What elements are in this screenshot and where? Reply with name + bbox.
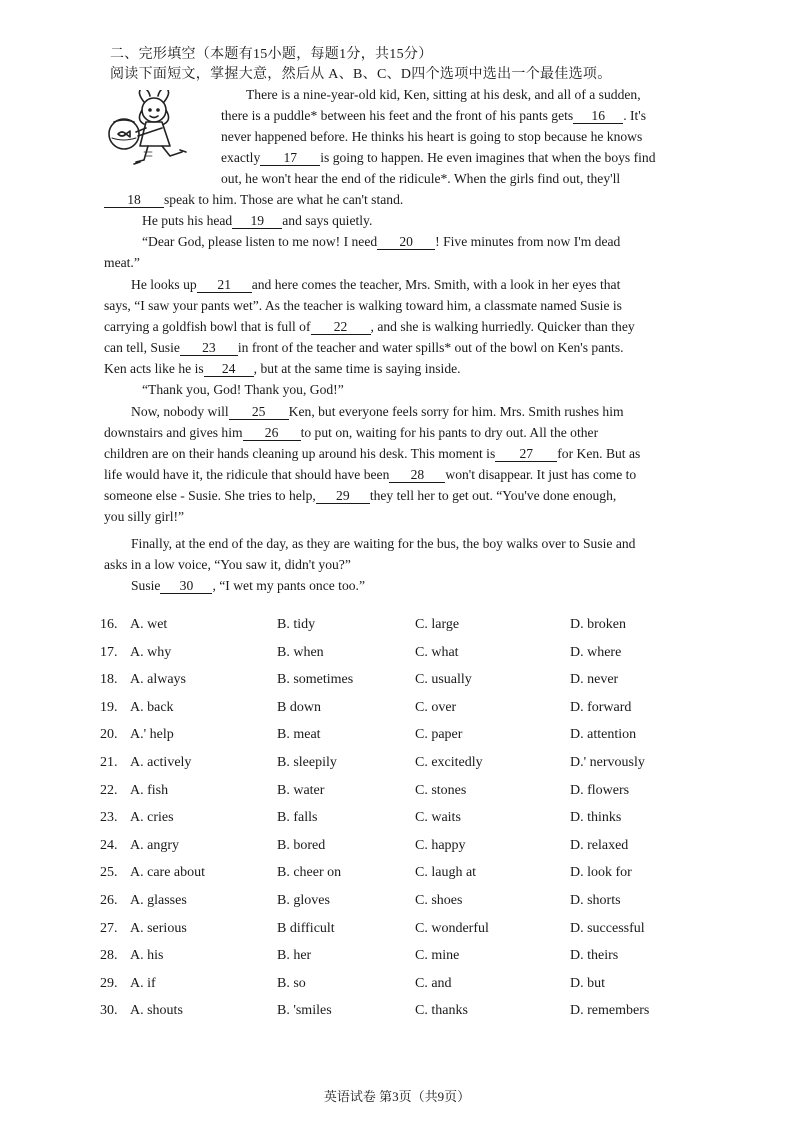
option-d: D. successful <box>570 920 645 936</box>
blank-18: 18 <box>104 192 164 208</box>
question-number: 23. <box>100 810 118 826</box>
option-b: B. gloves <box>277 893 330 908</box>
option-b: B. when <box>277 644 324 660</box>
passage-text: says, “I saw your pants wet”. As the teacher is walking toward him, a classmate named Susie is <box>104 298 622 313</box>
question-number: 22. <box>100 782 118 798</box>
option-a: A. fish <box>130 782 169 798</box>
passage-text: asks in a low voice, “You saw it, didn't you?” <box>104 557 351 572</box>
blank-27: 27 <box>495 446 557 462</box>
option-c: C. excitedly <box>415 755 483 770</box>
passage-line <box>104 191 403 209</box>
option-a: A. back <box>130 699 174 715</box>
option-c: C. laugh at <box>415 865 477 881</box>
option-b: B. her <box>277 948 312 964</box>
question-number: 28. <box>100 948 118 964</box>
passage-line <box>142 233 620 251</box>
option-c: C. shoes <box>415 893 463 908</box>
option-a: A. why <box>130 644 172 660</box>
passage-text: downstairs and gives him <box>104 425 243 440</box>
question-number: 29. <box>100 975 118 991</box>
question-number: 24. <box>100 837 118 853</box>
option-a: A. cries <box>130 810 174 826</box>
option-row-18 <box>0 672 794 692</box>
passage-text: to put on, waiting for his pants to dry out. All the other <box>300 425 599 440</box>
passage-line <box>104 445 640 463</box>
option-d: D. look for <box>570 865 632 881</box>
option-row-30 <box>0 1003 794 1023</box>
option-row-17 <box>0 645 794 665</box>
option-a: A.' help <box>130 727 174 743</box>
option-c: C. waits <box>415 810 461 826</box>
passage-text: There is a nine-year-old kid, Ken, sitting at his desk, and all of a sudden, <box>246 87 641 102</box>
option-c: C. large <box>415 617 460 632</box>
passage-text: life would have it, the ridicule that should have been <box>104 467 390 482</box>
passage-text: ! Five minutes from now I'm dead <box>435 234 621 249</box>
passage-line <box>131 403 624 421</box>
option-a: A. always <box>130 672 186 688</box>
passage-text: children are on their hands cleaning up around his desk. This moment is <box>104 446 496 461</box>
passage-text: won't disappear. It just has come to <box>445 467 637 482</box>
option-row-29 <box>0 976 794 996</box>
passage-text: , but at the same time is saying inside. <box>253 361 461 376</box>
question-number: 19. <box>100 699 118 715</box>
passage-text: for Ken. But as <box>557 446 641 461</box>
option-b: B down <box>277 699 321 715</box>
question-number: 17. <box>100 644 118 660</box>
passage-text: , “I wet my pants once too.” <box>212 578 365 593</box>
passage-text: Now, nobody will <box>131 404 229 419</box>
option-b: B. sleepily <box>277 755 337 770</box>
option-c: C. and <box>415 975 452 991</box>
passage-text: can tell, Susie <box>104 340 180 355</box>
option-b: B. sometimes <box>277 672 354 688</box>
passage-text: and says quietly. <box>282 213 373 228</box>
question-number: 26. <box>100 893 118 908</box>
option-row-25 <box>0 865 794 885</box>
passage-text: . It's <box>623 108 647 123</box>
option-d: D. thinks <box>570 810 622 826</box>
section-instruction: 阅读下面短文，掌握大意，然后从 A、B、C、D四个选项中选出一个最佳选项。 <box>110 67 612 82</box>
option-c: C. what <box>415 644 459 660</box>
option-b: B. cheer on <box>277 865 342 881</box>
blank-29: 29 <box>316 488 370 504</box>
passage-text: someone else - Susie. She tries to help, <box>104 488 316 503</box>
passage-text: , and she is walking hurriedly. Quicker than they <box>370 319 635 334</box>
passage-text: speak to him. Those are what he can't stand. <box>164 192 404 207</box>
option-c: C. stones <box>415 782 467 798</box>
option-row-20 <box>0 727 794 747</box>
option-a: A. glasses <box>130 893 187 908</box>
passage-line <box>142 212 372 230</box>
option-row-26 <box>0 893 794 913</box>
option-row-27 <box>0 921 794 941</box>
passage-text: Ken, but everyone feels sorry for him. Mrs. Smith rushes him <box>288 404 624 419</box>
option-c: C. usually <box>415 672 472 688</box>
option-a: A. shouts <box>130 1003 183 1019</box>
option-a: A. actively <box>130 755 192 770</box>
passage-text: and here comes the teacher, Mrs. Smith, with a look in her eyes that <box>251 277 621 292</box>
passage-text: Finally, at the end of the day, as they are waiting for the bus, the boy walks over to Susie and <box>131 536 636 551</box>
option-c: C. wonderful <box>415 920 489 936</box>
blank-28: 28 <box>389 467 445 483</box>
option-b: B. water <box>277 782 325 798</box>
passage-text: He puts his head <box>142 213 233 228</box>
passage-line <box>104 466 636 484</box>
passage-line <box>104 339 624 357</box>
question-number: 16. <box>100 617 118 632</box>
passage-text: exactly <box>221 150 261 165</box>
option-d: D. where <box>570 644 622 660</box>
blank-23: 23 <box>180 340 238 356</box>
option-row-28 <box>0 948 794 968</box>
option-a: A. if <box>130 975 156 991</box>
passage-line <box>221 128 642 146</box>
question-number: 25. <box>100 865 118 881</box>
option-a: A. care about <box>130 865 206 881</box>
option-c: C. thanks <box>415 1003 468 1019</box>
passage-text: out, he won't hear the end of the ridicule*. When the girls find out, they'll <box>221 171 621 186</box>
passage-line <box>104 487 616 505</box>
option-c: C. paper <box>415 727 463 743</box>
passage-line <box>221 107 646 125</box>
passage-text: they tell her to get out. “You've done enough, <box>369 488 617 503</box>
option-d: D. forward <box>570 699 632 715</box>
question-number: 20. <box>100 727 118 743</box>
option-b: B. so <box>277 975 306 991</box>
option-row-23 <box>0 810 794 830</box>
blank-16: 16 <box>573 108 623 124</box>
option-b: B. meat <box>277 727 321 743</box>
blank-22: 22 <box>311 319 371 335</box>
option-d: D. flowers <box>570 782 630 798</box>
passage-line <box>131 577 365 595</box>
option-a: A. his <box>130 948 164 964</box>
passage-text: carrying a goldfish bowl that is full of <box>104 319 311 334</box>
passage-text: He looks up <box>131 277 197 292</box>
question-number: 21. <box>100 755 118 770</box>
option-c: C. mine <box>415 948 460 964</box>
option-d: D. broken <box>570 617 626 632</box>
option-a: A. angry <box>130 837 179 853</box>
option-d: D. shorts <box>570 893 621 908</box>
passage-line <box>131 535 635 553</box>
option-b: B. 'smiles <box>277 1003 332 1019</box>
passage-line <box>104 318 635 336</box>
option-d: D.' nervously <box>570 755 645 770</box>
option-c: C. happy <box>415 837 466 853</box>
option-d: D. never <box>570 672 619 688</box>
option-d: D. theirs <box>570 948 619 964</box>
question-number: 18. <box>100 672 118 688</box>
passage-line <box>104 297 622 315</box>
option-row-22 <box>0 783 794 803</box>
option-a: A. wet <box>130 617 168 632</box>
option-b: B. tidy <box>277 617 316 632</box>
passage-text: in front of the teacher and water spills* out of the bowl on Ken's pants. <box>237 340 624 355</box>
blank-24: 24 <box>204 361 254 377</box>
option-row-16 <box>0 617 794 637</box>
option-a: A. serious <box>130 920 187 936</box>
blank-30: 30 <box>160 578 212 594</box>
option-d: D. relaxed <box>570 837 629 853</box>
option-d: D. but <box>570 975 605 991</box>
passage-line <box>221 170 620 188</box>
passage-text: Susie <box>131 578 161 593</box>
passage-line <box>131 276 620 294</box>
question-number: 27. <box>100 920 118 936</box>
option-row-21 <box>0 755 794 775</box>
option-b: B. bored <box>277 837 326 853</box>
option-c: C. over <box>415 699 457 715</box>
girl-with-goldfish-bowl-illustration <box>104 90 200 170</box>
option-b: B. falls <box>277 810 318 826</box>
passage-text: you silly girl!” <box>104 509 185 524</box>
question-number: 30. <box>100 1003 118 1019</box>
passage-text: “Thank you, God! Thank you, God!” <box>142 382 344 397</box>
passage-line <box>246 86 641 104</box>
section-title: 二、完形填空（本题有15小题，每题1分，共15分） <box>110 47 433 62</box>
blank-21: 21 <box>197 277 252 293</box>
option-row-19 <box>0 700 794 720</box>
blank-19: 19 <box>232 213 282 229</box>
blank-20: 20 <box>377 234 435 250</box>
passage-text: meat.” <box>104 255 140 270</box>
passage-line <box>104 508 184 526</box>
passage-line <box>221 149 656 167</box>
blank-26: 26 <box>243 425 301 441</box>
option-d: D. remembers <box>570 1003 650 1019</box>
passage-text: never happened before. He thinks his heart is going to stop because he knows <box>221 129 643 144</box>
passage-text: Ken acts like he is <box>104 361 204 376</box>
passage-text: “Dear God, please listen to me now! I need <box>142 234 378 249</box>
passage-line <box>104 254 140 272</box>
option-row-24 <box>0 838 794 858</box>
passage-line <box>104 360 461 378</box>
page-footer: 英语试卷 第3页（共9页） <box>323 1089 471 1104</box>
blank-17: 17 <box>260 150 320 166</box>
passage-text: there is a puddle* between his feet and the front of his pants gets <box>221 108 574 123</box>
option-b: B difficult <box>277 920 335 936</box>
passage-line <box>104 556 351 574</box>
option-d: D. attention <box>570 727 637 743</box>
passage-line <box>142 381 344 399</box>
passage-text: is going to happen. He even imagines that when the boys find <box>320 150 656 165</box>
passage-line <box>104 424 598 442</box>
blank-25: 25 <box>229 404 289 420</box>
